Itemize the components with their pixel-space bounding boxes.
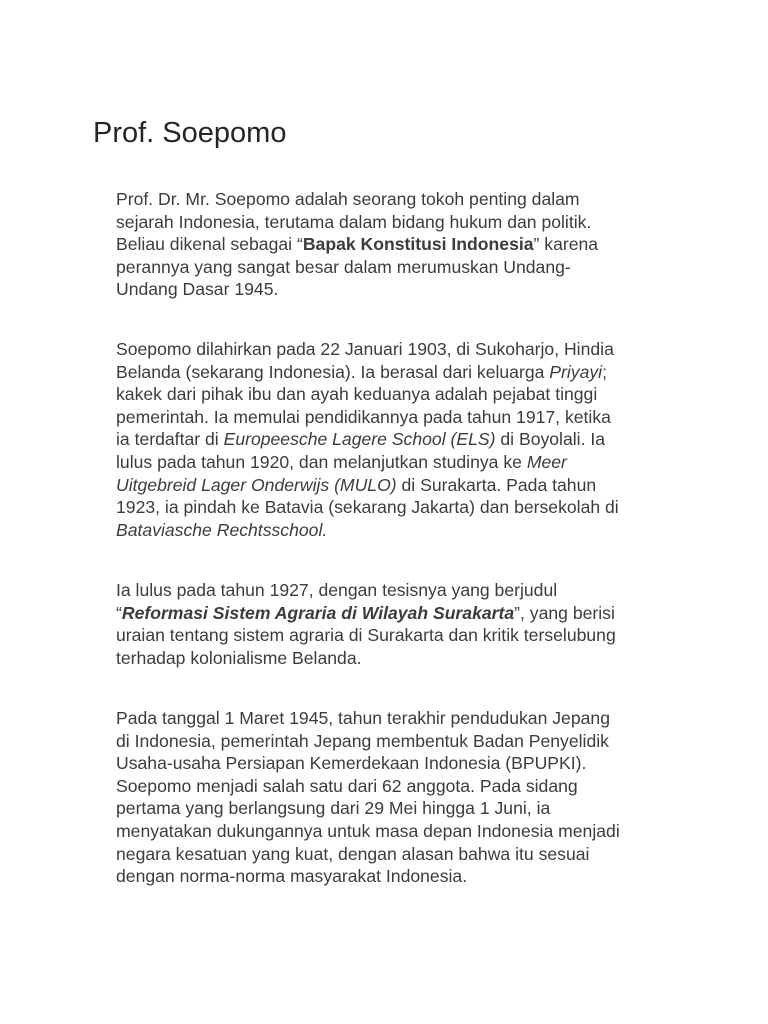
text-line (116, 211, 676, 234)
text-run: ”, yang berisi (514, 602, 615, 623)
text-run: di Indonesia, pemerintah Jepang membentuk Badan Penyelidik (116, 730, 609, 751)
paragraph-intro (116, 188, 676, 301)
paragraph-thesis (116, 579, 676, 669)
italic-text: Uitgebreid Lager Onderwijs (MULO) (116, 474, 397, 495)
text-line (116, 752, 676, 775)
italic-text: Meer (526, 451, 567, 472)
text-run: Pada tanggal 1 Maret 1945, tahun terakhir pendudukan Jepang (116, 708, 610, 728)
text-run: Undang Dasar 1945. (116, 279, 279, 300)
text-line (116, 278, 676, 301)
text-line (116, 624, 676, 647)
text-run: Beliau dikenal sebagai “ (116, 234, 303, 255)
text-run: dengan norma-norma masyarakat Indonesia. (116, 866, 468, 887)
text-line (116, 428, 676, 451)
text-line (116, 775, 676, 798)
text-line (116, 820, 676, 843)
text-run: Ia lulus pada tahun 1927, dengan tesisnya yang berjudul (116, 580, 558, 600)
text-line (116, 865, 676, 888)
bold-text: Bapak Konstitusi Indonesia (302, 234, 534, 255)
text-line (116, 256, 676, 279)
text-run: kakek dari pihak ibu dan ayah keduanya adalah pejabat tinggi (116, 384, 598, 405)
bold-italic-text: Reformasi Sistem Agraria di Wilayah Surakarta (121, 602, 515, 623)
text-run: Usaha-usaha Persiapan Kemerdekaan Indonesia (BPUPKI). (116, 753, 587, 774)
text-run: uraian tentang sistem agraria di Surakarta dan kritik terselubung (116, 625, 616, 646)
text-run: Prof. Dr. Mr. Soepomo adalah seorang tokoh penting dalam (116, 189, 580, 209)
text-line (116, 474, 676, 497)
text-line (116, 579, 676, 602)
text-run: pemerintah. Ia memulai pendidikannya pada tahun 1917, ketika (116, 406, 611, 427)
text-line (116, 383, 676, 406)
text-line (116, 843, 676, 866)
text-line (116, 451, 676, 474)
text-run: di Surakarta. Pada tahun (396, 474, 597, 495)
text-run: “ (116, 602, 122, 623)
text-line (116, 602, 676, 625)
text-run: perannya yang sangat besar dalam merumuskan Undang- (116, 256, 571, 277)
text-run: Soepomo menjadi salah satu dari 62 anggota. Pada sidang (116, 775, 578, 796)
text-run: Soepomo dilahirkan pada 22 Januari 1903, di Sukoharjo, Hindia (116, 339, 614, 359)
paragraph-bpupki (116, 707, 676, 888)
text-run: di Boyolali. Ia (495, 429, 606, 450)
text-run: sejarah Indonesia, terutama dalam bidang hukum dan politik. (116, 211, 592, 232)
text-run: pertama yang berlangsung dari 29 Mei hingga 1 Juni, ia (116, 798, 551, 819)
italic-text: Bataviasche Rechtsschool. (116, 519, 328, 540)
text-line (116, 647, 676, 670)
text-run: ” karena (533, 234, 599, 255)
text-run: menyatakan dukungannya untuk masa depan Indonesia menjadi (116, 820, 620, 841)
italic-text: Priyayi (549, 361, 603, 382)
text-line (116, 188, 676, 211)
page-title: Prof. Soepomo (93, 117, 287, 149)
italic-text: Europeesche Lagere School (ELS) (223, 429, 496, 450)
text-line (116, 707, 676, 730)
text-run: ia terdaftar di (116, 429, 224, 450)
text-line (116, 496, 676, 519)
text-line (116, 361, 676, 384)
text-run: ; (602, 361, 607, 382)
text-line (116, 797, 676, 820)
paragraph-early-life (116, 338, 676, 541)
text-line (116, 519, 676, 542)
text-run: terhadap kolonialisme Belanda. (116, 647, 362, 668)
text-run: lulus pada tahun 1920, dan melanjutkan studinya ke (116, 451, 527, 472)
text-line (116, 233, 676, 256)
text-line (116, 338, 676, 361)
text-run: negara kesatuan yang kuat, dengan alasan bahwa itu sesuai (116, 843, 590, 864)
text-run: 1923, ia pindah ke Batavia (sekarang Jakarta) dan bersekolah di (116, 497, 619, 518)
text-line (116, 406, 676, 429)
text-run: Belanda (sekarang Indonesia). Ia berasal dari keluarga (116, 361, 550, 382)
text-line (116, 730, 676, 753)
